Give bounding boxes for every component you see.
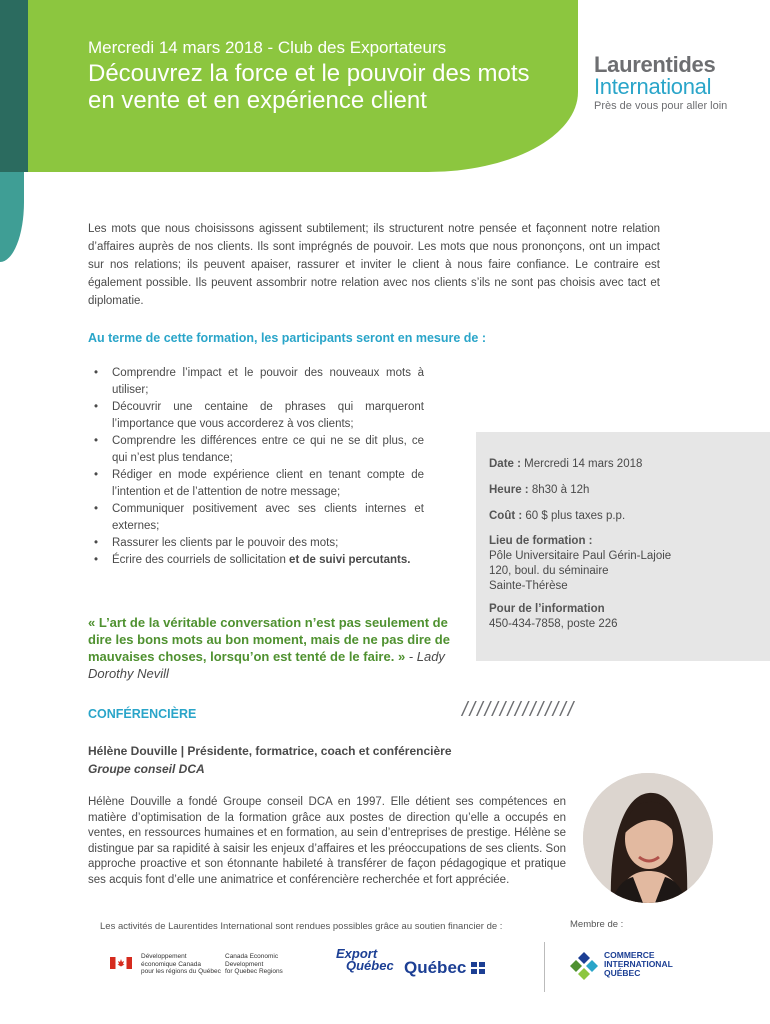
- ced-logo-text-fr: Développement économique Canada pour les régions du Québec: [141, 953, 221, 975]
- commerce-international-logo-text: COMMERCE INTERNATIONAL QUÉBEC: [604, 950, 673, 978]
- logo-line1: Laurentides: [594, 52, 716, 77]
- header-left-stripe: [0, 0, 28, 172]
- footer-divider: [544, 942, 545, 992]
- bullet-icon: •: [94, 469, 99, 481]
- list-item: [94, 433, 424, 467]
- cost-value: 60 $ plus taxes p.p.: [522, 510, 626, 522]
- speaker-heading: CONFÉRENCIÈRE: [88, 707, 197, 721]
- list-item-text: Découvrir une centaine de phrases qui marqueront l’importance que vous accorderez à vos clients;: [112, 401, 424, 430]
- time-label: Heure :: [489, 484, 529, 496]
- speaker-bio: Hélène Douville a fondé Groupe conseil DCA en 1997. Elle détient ses compétences en matière d’optimisation de la formation grâce aux postes de direction qu’elle a occupés en ventes, en ressources humaines et en formation, au sein d’entreprises de prestige. Hélène se distingue par sa rapidité à saisir les enjeux d’affaires et les préoccupations de ses clients. Son approche proactive et son étonnante habileté à transférer de façon pédagogique et pratique ses acquis font d’elle une animatrice et conférencière recherchée et fort appréciée.: [88, 796, 566, 886]
- place-line2: 120, boul. du séminaire: [489, 565, 609, 577]
- bullet-icon: •: [94, 367, 99, 379]
- fleurdelise-icon: [471, 962, 485, 974]
- event-date-line: Mercredi 14 mars 2018 - Club des Exportateurs: [88, 38, 447, 57]
- speaker-company: Groupe conseil DCA: [88, 762, 205, 776]
- logo-line2: International: [594, 74, 712, 99]
- list-item-bold-text: et de suivi percutants.: [289, 554, 411, 566]
- time-row: [489, 483, 589, 498]
- list-item-text: Écrire des courriels de sollicitation: [112, 554, 290, 566]
- list-item: [94, 399, 424, 433]
- list-item: [94, 501, 424, 535]
- cost-label: Coût :: [489, 510, 523, 522]
- intro-paragraph: Les mots que nous choisissons agissent subtilement; ils structurent notre pensée et façonnent notre relation d’affaires auprès de nos clients. Ils sont imprégnés de pouvoir. Les mots que nous prononçons, ont un impact sur nos relations; ils peuvent apaiser, rassurer et inviter le client à nous faire confiance. Le contraire est également possible. Ils peuvent assombrir notre relation avec nos clients s’ils ne sont pas choisis avec tact et diplomatie.: [88, 223, 660, 307]
- list-item-text: Comprendre l’impact et le pouvoir des nouveaux mots à utiliser;: [112, 367, 424, 396]
- list-item: [94, 365, 424, 399]
- quebec-logo: Québec: [404, 958, 485, 978]
- list-item-text: Rédiger en mode expérience client en tenant compte de l’intention et de l’attention de notre message;: [112, 469, 424, 498]
- list-item-text: Communiquer positivement avec ses clients internes et externes;: [112, 503, 424, 532]
- bullet-icon: •: [94, 401, 99, 413]
- member-note: Membre de :: [570, 919, 624, 930]
- slash-decoration: ///////////////: [462, 699, 576, 721]
- list-item: [94, 535, 424, 552]
- list-item-text: Comprendre les différences entre ce qui ne se dit plus, ce qui n’est plus tendance;: [112, 435, 424, 464]
- contact-label: Pour de l’information: [489, 603, 605, 615]
- page-title: Découvrez la force et le pouvoir des mots en vente et en expérience client: [88, 60, 530, 114]
- ced-logo-text-en: Canada Economic Development for Quebec Regions: [225, 953, 283, 975]
- bullet-icon: •: [94, 537, 99, 549]
- canada-flag-icon: [110, 957, 132, 969]
- bullet-icon: •: [94, 503, 99, 515]
- time-value: 8h30 à 12h: [528, 484, 590, 496]
- funding-note: Les activités de Laurentides International sont rendues possibles grâce au soutien financier de :: [100, 921, 503, 932]
- place-label: Lieu de formation :: [489, 535, 593, 547]
- event-info-box: [476, 432, 770, 661]
- place-line3: Sainte-Thérèse: [489, 580, 568, 592]
- cost-row: [489, 509, 625, 524]
- quote-text: « L’art de la véritable conversation n’est pas seulement de dire les bons mots au bon moment, mais de ne pas dire de mauvaises choses, lorsqu’on est tenté de le faire. »: [88, 615, 450, 664]
- quote-author: - Lady Dorothy Nevill: [88, 649, 445, 681]
- list-item: [94, 552, 424, 569]
- date-label: Date :: [489, 458, 521, 470]
- objectives-heading: Au terme de cette formation, les participants seront en mesure de :: [88, 331, 487, 345]
- export-quebec-logo: Export Québec: [336, 946, 394, 973]
- logo-tagline: Près de vous pour aller loin: [594, 100, 728, 112]
- contact-phone: 450-434-7858, poste 226: [489, 618, 618, 630]
- place-line1: Pôle Universitaire Paul Gérin-Lajoie: [489, 550, 672, 562]
- list-item-text: Rassurer les clients par le pouvoir des mots;: [112, 537, 339, 549]
- quote-block: [88, 614, 458, 682]
- date-row: [489, 457, 642, 472]
- speaker-photo: [583, 773, 713, 903]
- commerce-international-logo-icon: [568, 950, 600, 982]
- date-value: Mercredi 14 mars 2018: [520, 458, 643, 470]
- bullet-icon: •: [94, 435, 99, 447]
- objectives-list: [94, 365, 424, 569]
- bullet-icon: •: [94, 554, 99, 566]
- header-teal-accent: [0, 172, 24, 262]
- list-item: [94, 467, 424, 501]
- speaker-name: Hélène Douville | Présidente, formatrice, coach et conférencière: [88, 744, 452, 758]
